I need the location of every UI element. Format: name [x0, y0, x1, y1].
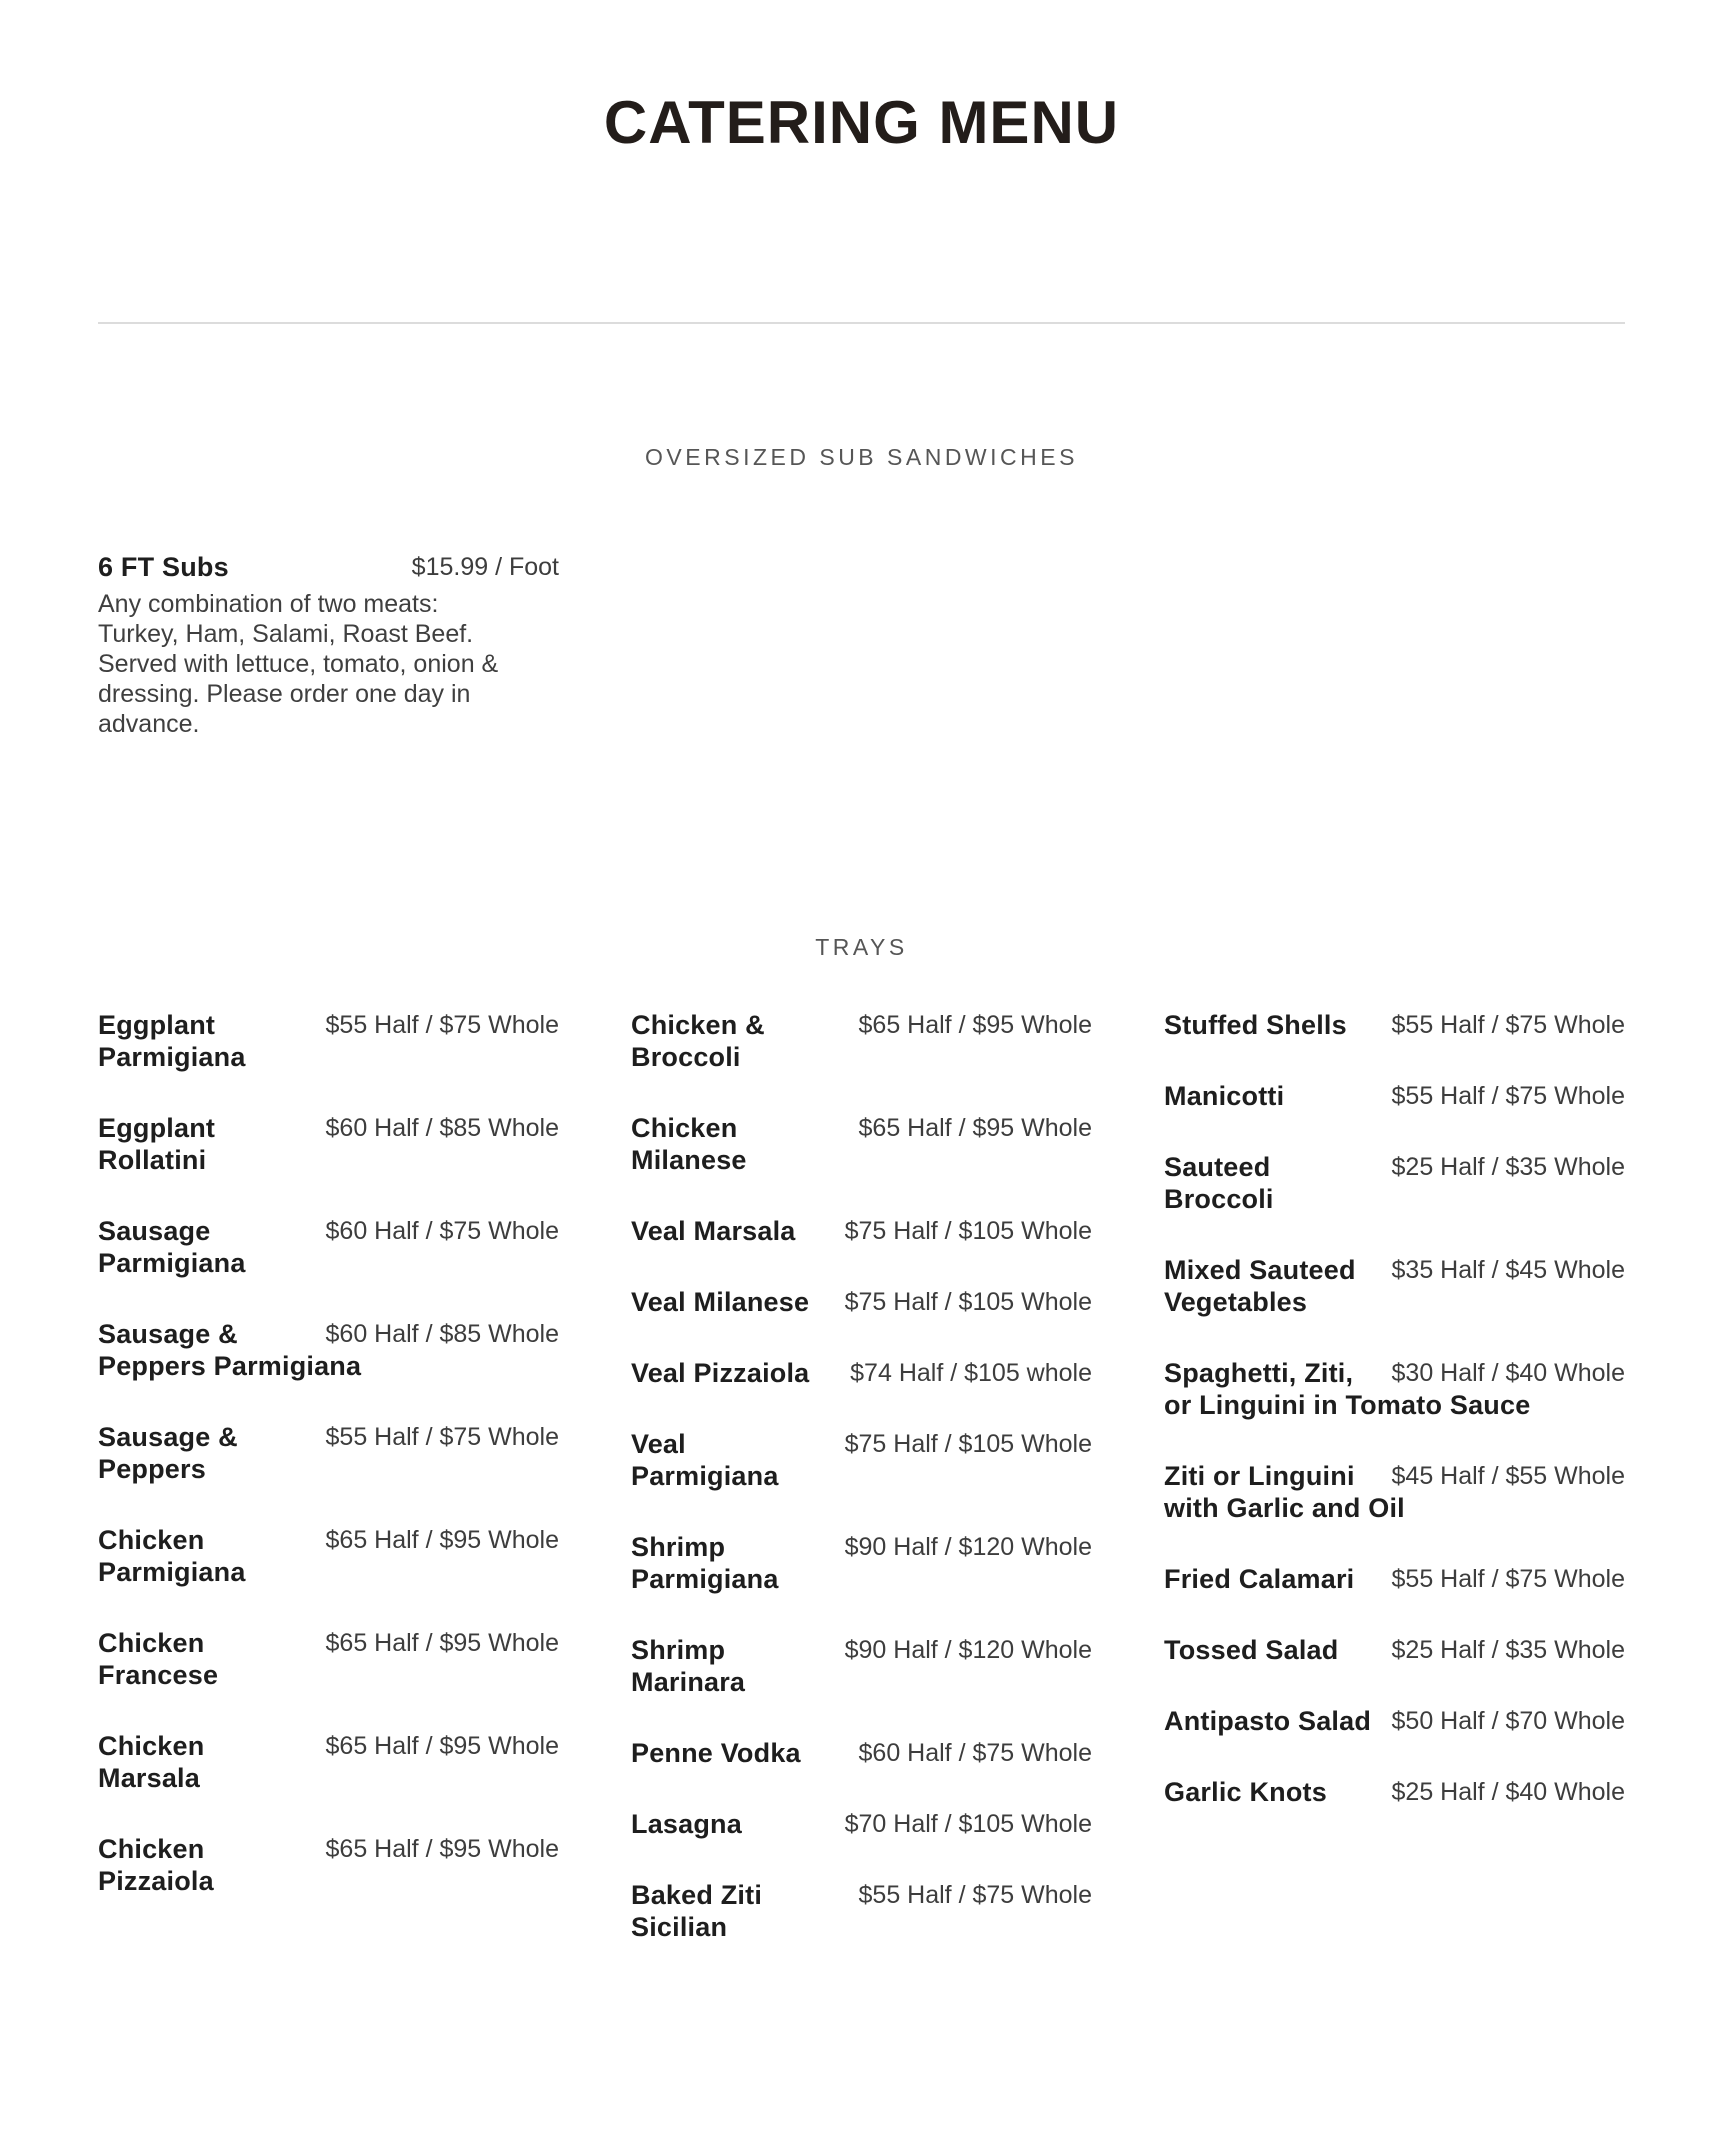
menu-item [98, 1627, 559, 1691]
item-price: $65 Half / $95 Whole [858, 1114, 1092, 1142]
menu-item [98, 1215, 559, 1279]
item-name: Chicken Francese [98, 1628, 219, 1690]
item-price: $60 Half / $85 Whole [325, 1114, 559, 1142]
menu-item [631, 1112, 1092, 1176]
item-price: $60 Half / $75 Whole [325, 1217, 559, 1245]
item-name: Ziti or Linguini with Garlic and Oil [1164, 1461, 1405, 1523]
item-price: $55 Half / $75 Whole [325, 1011, 559, 1039]
item-name: Chicken Pizzaiola [98, 1834, 214, 1896]
section-header-trays: TRAYS [815, 934, 908, 960]
item-name: Sausage & Peppers [98, 1422, 238, 1484]
item-name: Sausage & Peppers Parmigiana [98, 1319, 362, 1381]
menu-item [631, 1428, 1092, 1492]
item-price: $55 Half / $75 Whole [1391, 1565, 1625, 1593]
menu-item [98, 1421, 559, 1485]
item-description: Any combination of two meats: Turkey, Ham, Salami, Roast Beef. Served with lettuce, tomato, onion & dressing. Please order one day in advance. [98, 590, 499, 738]
item-price: $25 Half / $35 Whole [1391, 1636, 1625, 1664]
item-name: Veal Parmigiana [631, 1429, 779, 1491]
menu-item [1164, 1151, 1625, 1215]
tray-column-1 [98, 1009, 559, 1936]
menu-item [1164, 1009, 1625, 1041]
menu-item [631, 1808, 1092, 1840]
trays-grid [98, 1009, 1625, 1982]
menu-item [631, 1531, 1092, 1595]
item-name: 6 FT Subs [98, 552, 229, 582]
item-price: $90 Half / $120 Whole [844, 1533, 1092, 1561]
item-name: Sausage Parmigiana [98, 1216, 246, 1278]
item-name: Garlic Knots [1164, 1777, 1327, 1807]
item-name: Shrimp Parmigiana [631, 1532, 779, 1594]
item-price: $15.99 / Foot [411, 553, 559, 581]
item-price: $30 Half / $40 Whole [1391, 1359, 1625, 1387]
item-name: Lasagna [631, 1809, 742, 1839]
item-price: $25 Half / $35 Whole [1391, 1153, 1625, 1181]
menu-item [98, 1524, 559, 1588]
item-name: Stuffed Shells [1164, 1010, 1347, 1040]
item-price: $55 Half / $75 Whole [858, 1881, 1092, 1909]
menu-item [98, 1112, 559, 1176]
item-price: $50 Half / $70 Whole [1391, 1707, 1625, 1735]
menu-item [631, 1634, 1092, 1698]
menu-item [631, 1879, 1092, 1943]
item-price: $60 Half / $85 Whole [325, 1320, 559, 1348]
menu-item [1164, 1634, 1625, 1666]
item-name: Spaghetti, Ziti, or Linguini in Tomato Sauce [1164, 1358, 1531, 1420]
menu-page [0, 90, 1723, 1982]
item-name: Manicotti [1164, 1081, 1285, 1111]
item-name: Eggplant Rollatini [98, 1113, 216, 1175]
menu-item [1164, 1460, 1625, 1524]
menu-item [98, 1318, 559, 1382]
menu-item [98, 1833, 559, 1897]
menu-item [1164, 1776, 1625, 1808]
item-name: Veal Marsala [631, 1216, 796, 1246]
menu-item [98, 1730, 559, 1794]
item-name: Penne Vodka [631, 1738, 801, 1768]
item-price: $35 Half / $45 Whole [1391, 1256, 1625, 1284]
item-price: $74 Half / $105 whole [850, 1359, 1092, 1387]
item-price: $75 Half / $105 Whole [844, 1430, 1092, 1458]
item-price: $65 Half / $95 Whole [325, 1732, 559, 1760]
item-price: $45 Half / $55 Whole [1391, 1462, 1625, 1490]
item-name: Baked Ziti Sicilian [631, 1880, 763, 1942]
menu-item [1164, 1705, 1625, 1737]
item-name: Chicken Marsala [98, 1731, 205, 1793]
menu-item [98, 1009, 559, 1073]
menu-item [631, 1215, 1092, 1247]
menu-item-6ft-subs [98, 551, 559, 739]
menu-item [631, 1286, 1092, 1318]
item-name: Chicken & Broccoli [631, 1010, 765, 1072]
item-price: $90 Half / $120 Whole [844, 1636, 1092, 1664]
item-price: $75 Half / $105 Whole [844, 1288, 1092, 1316]
item-name: Eggplant Parmigiana [98, 1010, 246, 1072]
item-price: $55 Half / $75 Whole [325, 1423, 559, 1451]
item-price: $70 Half / $105 Whole [844, 1810, 1092, 1838]
menu-item [1164, 1357, 1625, 1421]
item-price: $60 Half / $75 Whole [858, 1739, 1092, 1767]
menu-item [631, 1357, 1092, 1389]
item-name: Shrimp Marinara [631, 1635, 746, 1697]
item-name: Chicken Milanese [631, 1113, 747, 1175]
menu-item [1164, 1080, 1625, 1112]
divider [98, 322, 1625, 324]
item-price: $65 Half / $95 Whole [325, 1835, 559, 1863]
item-price: $25 Half / $40 Whole [1391, 1778, 1625, 1806]
item-price: $55 Half / $75 Whole [1391, 1082, 1625, 1110]
item-name: Veal Pizzaiola [631, 1358, 810, 1388]
item-name: Mixed Sauteed Vegetables [1164, 1255, 1356, 1317]
item-price: $75 Half / $105 Whole [844, 1217, 1092, 1245]
menu-item [1164, 1254, 1625, 1318]
item-price: $65 Half / $95 Whole [858, 1011, 1092, 1039]
menu-item [1164, 1563, 1625, 1595]
item-name: Fried Calamari [1164, 1564, 1355, 1594]
item-name: Veal Milanese [631, 1287, 810, 1317]
tray-column-2 [631, 1009, 1092, 1982]
item-name: Chicken Parmigiana [98, 1525, 246, 1587]
item-name: Tossed Salad [1164, 1635, 1339, 1665]
menu-item [631, 1009, 1092, 1073]
item-name: Antipasto Salad [1164, 1706, 1372, 1736]
item-price: $65 Half / $95 Whole [325, 1629, 559, 1657]
item-price: $65 Half / $95 Whole [325, 1526, 559, 1554]
item-price: $55 Half / $75 Whole [1391, 1011, 1625, 1039]
subs-grid [98, 551, 1625, 778]
tray-column-3 [1164, 1009, 1625, 1847]
menu-item [631, 1737, 1092, 1769]
page-title: CATERING MENU [603, 89, 1120, 156]
section-header-oversized-sub-sandwiches: OVERSIZED SUB SANDWICHES [645, 444, 1078, 470]
item-name: Sauteed Broccoli [1164, 1152, 1274, 1214]
